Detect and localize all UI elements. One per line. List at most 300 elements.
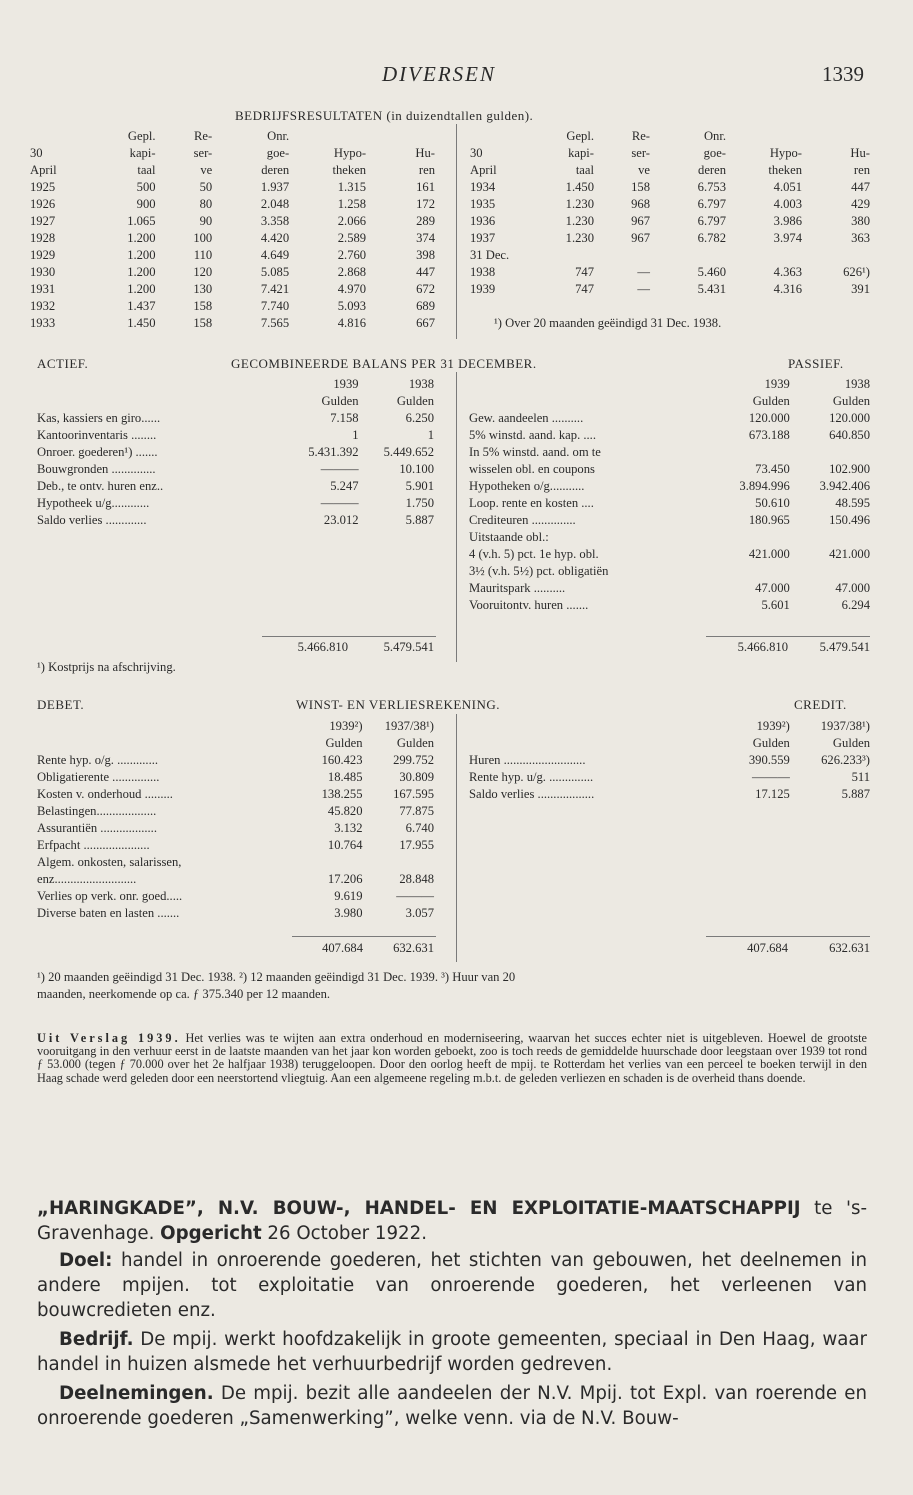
company-name: „HARINGKADE”, N.V. BOUW-, HANDEL- EN EXPLOITATIE-MAATSCHAPPIJ: [37, 1198, 801, 1219]
table-cell: 1.200: [127, 248, 156, 262]
doel-text: handel in onroerende goederen, het stichten van gebouwen, het deelnemen in andere mpijen. tot exploitatie van onroerende goederen, het verleenen van bouwcredieten enz.: [37, 1250, 867, 1322]
column-header: goe-: [266, 146, 290, 160]
table-row: [37, 752, 434, 769]
row-label: wisselen obl. en coupons: [469, 462, 595, 476]
table-cell: [650, 247, 726, 264]
spacer: [469, 735, 706, 752]
value-cell: 138.255: [321, 787, 363, 801]
table-row: [37, 871, 434, 888]
table-row: [37, 444, 434, 461]
header-row: [30, 128, 435, 145]
table-row: [37, 769, 434, 786]
value-cell: 5.887: [841, 787, 870, 801]
table-cell: 1926: [30, 197, 56, 211]
value-cell: 421.000: [829, 547, 870, 561]
total-1937-38: 632.631: [829, 941, 870, 955]
row-label: 5% winstd. aand. kap. ....: [469, 428, 596, 442]
value-cell: 6.250: [405, 411, 434, 425]
column-header: ser-: [631, 146, 650, 160]
table-cell: 391: [851, 282, 870, 296]
table-cell: 31 Dec.: [470, 248, 510, 262]
table-cell: 4.051: [773, 180, 802, 194]
table-row: [469, 529, 870, 546]
table-cell: 5.460: [697, 265, 726, 279]
table-cell: 4.970: [337, 282, 367, 296]
column-header: 1939²): [756, 719, 790, 733]
balans-total-right: [706, 639, 870, 656]
table-row: [37, 410, 434, 427]
value-cell: 17.206: [327, 872, 363, 886]
row-label: Kantoorinventaris ........: [37, 428, 157, 442]
value-cell: 5.449.652: [383, 445, 434, 459]
table-cell: 6.797: [697, 214, 726, 228]
column-header: April: [30, 163, 57, 177]
table-cell: 967: [631, 231, 650, 245]
value-cell: [706, 563, 790, 580]
table-cell: 110: [193, 248, 213, 262]
value-cell: 10.100: [399, 462, 434, 476]
table-cell: 7.565: [260, 316, 290, 330]
header-row: [469, 718, 870, 735]
spacer: [37, 393, 259, 410]
table-cell: 130: [193, 282, 213, 296]
table-cell: 289: [416, 214, 435, 228]
row-label: Assurantiën ..................: [37, 821, 157, 835]
bedrijfs-title: BEDRIJFSRESULTATEN (in duizendtallen gulden).: [235, 108, 534, 123]
table-cell: 158: [193, 299, 213, 313]
table-cell: 1934: [470, 180, 496, 194]
header-row: [37, 718, 434, 735]
table-row: [37, 478, 434, 495]
table-cell: 6.782: [697, 231, 726, 245]
winst-total-left: [292, 940, 434, 957]
row-label: Kosten v. onderhoud .........: [37, 787, 173, 801]
table-cell: 363: [851, 231, 870, 245]
value-cell: 167.595: [393, 787, 434, 801]
value-cell: 48.595: [835, 496, 870, 510]
column-header: kapi-: [129, 146, 156, 160]
table-cell: 100: [193, 231, 213, 245]
column-header: kapi-: [568, 146, 594, 160]
table-row: [30, 247, 435, 264]
spacer: [37, 718, 291, 735]
winst-debet-table: [37, 718, 434, 922]
table-cell: —: [637, 265, 650, 279]
total-1939: 407.684: [322, 941, 363, 955]
table-cell: 90: [199, 214, 213, 228]
table-cell: 2.760: [337, 248, 367, 262]
row-label: Erfpacht .....................: [37, 838, 150, 852]
value-cell: 5.431.392: [308, 445, 359, 459]
table-cell: 1.065: [127, 214, 156, 228]
value-cell: 150.496: [829, 513, 870, 527]
table-cell: 120: [193, 265, 213, 279]
table-row: [469, 546, 870, 563]
passief-label: PASSIEF.: [788, 356, 844, 371]
value-cell: 421.000: [748, 547, 790, 561]
balans-passief-table: [469, 376, 870, 614]
page-header: [0, 62, 913, 90]
table-row: [470, 179, 870, 196]
row-label: Vooruitontv. huren .......: [469, 598, 589, 612]
table-cell: 3.358: [260, 214, 290, 228]
table-cell: 1925: [30, 180, 56, 194]
spacer: [469, 393, 706, 410]
table-row: [469, 461, 870, 478]
table-row: [30, 281, 435, 298]
header-row: [470, 162, 870, 179]
column-header: Gulden: [396, 394, 434, 408]
total-1938: 5.479.541: [819, 640, 870, 654]
table-cell: 161: [416, 180, 435, 194]
table-cell: 1933: [30, 316, 56, 330]
table-cell: 158: [631, 180, 650, 194]
value-cell: 5.247: [330, 479, 359, 493]
value-cell: [291, 854, 362, 871]
table-row: [37, 461, 434, 478]
row-label: Algem. onkosten, salarissen,: [37, 855, 182, 869]
table-row: [470, 247, 870, 264]
table-cell: [802, 247, 870, 264]
total-1939: 407.684: [747, 941, 788, 955]
table-cell: 172: [416, 197, 435, 211]
page-number: 1339: [822, 62, 864, 86]
column-header: Hypo-: [769, 146, 802, 160]
table-cell: 900: [136, 197, 156, 211]
table-cell: 1932: [30, 299, 56, 313]
value-cell: 45.820: [327, 804, 363, 818]
spacer: [37, 376, 259, 393]
row-label: Hypotheken o/g...........: [469, 479, 585, 493]
column-header: [802, 128, 870, 145]
table-cell: [526, 247, 594, 264]
value-cell: 17.955: [399, 838, 434, 852]
table-cell: 1.230: [565, 197, 594, 211]
row-label: Belastingen...................: [37, 804, 157, 818]
table-cell: 1.200: [127, 265, 156, 279]
value-cell: 180.965: [748, 513, 790, 527]
row-label: Bouwgronden ..............: [37, 462, 156, 476]
value-cell: 9.619: [334, 889, 363, 903]
table-cell: 447: [851, 180, 870, 194]
table-cell: 6.753: [697, 180, 726, 194]
deelnemingen-text: De mpij. bezit alle aandeelen der N.V. Mpij. tot Expl. van roerende en onroerende goederen „Samenwerking”, welke venn. via de N.V. Bouw-: [37, 1383, 867, 1430]
balans-total-left: [262, 639, 434, 656]
spacer: [37, 735, 291, 752]
header-row: [30, 145, 435, 162]
table-cell: 1.230: [565, 214, 594, 228]
table-cell: 158: [193, 316, 213, 330]
value-cell: 102.900: [829, 462, 870, 476]
total-1937-38: 632.631: [393, 941, 434, 955]
winst-total-right: [706, 940, 870, 957]
row-label: 3½ (v.h. 5½) pct. obligatiën: [469, 564, 609, 578]
spacer: [469, 376, 706, 393]
value-cell: 5.887: [405, 513, 434, 527]
table-cell: 1.437: [127, 299, 156, 313]
table-row: [37, 786, 434, 803]
table-cell: 747: [575, 282, 594, 296]
row-label: Saldo verlies .............: [37, 513, 147, 527]
table-cell: 380: [851, 214, 870, 228]
column-header: Gulden: [396, 736, 434, 750]
column-header: ren: [418, 163, 435, 177]
column-header: [30, 128, 87, 145]
table-cell: 667: [416, 316, 435, 330]
column-header: Gepl.: [127, 129, 156, 143]
doel-paragraph: [37, 1248, 867, 1324]
column-header: theken: [332, 163, 367, 177]
table-cell: 6.797: [697, 197, 726, 211]
table-row: [30, 315, 435, 332]
row-label: enz..........................: [37, 872, 137, 886]
table-cell: 1929: [30, 248, 56, 262]
total-rule: [262, 636, 436, 637]
column-header: 1937/38¹): [384, 719, 434, 733]
bedrijfs-table-left: [30, 128, 435, 332]
winst-footnote-1: ¹) 20 maanden geëindigd 31 Dec. 1938. ²) 12 maanden geëindigd 31 Dec. 1939. ³) Huur van 20: [37, 970, 516, 984]
table-row: [469, 495, 870, 512]
table-cell: 1.258: [337, 197, 367, 211]
row-label: Rente hyp. u/g. ..............: [469, 770, 594, 784]
table-row: [469, 478, 870, 495]
column-header: 1939²): [329, 719, 363, 733]
running-title: DIVERSEN: [382, 62, 496, 86]
value-cell: ———: [396, 889, 434, 903]
table-row: [37, 905, 434, 922]
value-cell: 673.188: [748, 428, 790, 442]
value-cell: 47.000: [835, 581, 870, 595]
column-header: theken: [768, 163, 802, 177]
table-row: [469, 580, 870, 597]
table-row: [37, 888, 434, 905]
column-header: Gulden: [752, 394, 790, 408]
header-row: [470, 128, 870, 145]
table-cell: 4.649: [260, 248, 290, 262]
table-cell: 80: [199, 197, 213, 211]
bedrijfs-table-right: [470, 128, 870, 298]
value-cell: 120.000: [829, 411, 870, 425]
table-row: [469, 427, 870, 444]
value-cell: 6.740: [405, 821, 434, 835]
row-label: Saldo verlies ..................: [469, 787, 595, 801]
opgericht-date: 26 October 1922.: [261, 1223, 427, 1245]
value-cell: 50.610: [755, 496, 790, 510]
opgericht-label: Opgericht: [160, 1223, 262, 1245]
table-row: [30, 298, 435, 315]
value-cell: 30.809: [399, 770, 434, 784]
table-row: [37, 803, 434, 820]
table-cell: 4.816: [337, 316, 367, 330]
table-cell: 2.066: [337, 214, 367, 228]
row-label: Uitstaande obl.:: [469, 530, 549, 544]
bedrijf-text: De mpij. werkt hoofdzakelijk in groote gemeenten, speciaal in Den Haag, waar handel in huizen alsmede het verhuurbedrijf worden gedreven.: [37, 1329, 867, 1376]
table-cell: 967: [631, 214, 650, 228]
table-cell: 2.589: [337, 231, 367, 245]
column-header: Gepl.: [566, 129, 594, 143]
company-place: te 's-Gravenhage.: [37, 1198, 868, 1245]
table-cell: 1.450: [127, 316, 156, 330]
row-label: Diverse baten en lasten .......: [37, 906, 180, 920]
row-label: Onroer. goederen¹) .......: [37, 445, 158, 459]
table-cell: 7.740: [260, 299, 290, 313]
credit-label: CREDIT.: [794, 697, 847, 712]
column-header: Gulden: [752, 736, 790, 750]
column-header: 30: [470, 146, 483, 160]
value-cell: 120.000: [748, 411, 790, 425]
column-header: [289, 128, 366, 145]
divider: [456, 714, 457, 962]
table-row: [470, 196, 870, 213]
table-cell: [726, 247, 802, 264]
table-cell: [594, 247, 650, 264]
table-cell: 1.230: [565, 231, 594, 245]
value-cell: [706, 529, 790, 546]
value-cell: 6.294: [841, 598, 870, 612]
table-cell: 672: [416, 282, 435, 296]
table-row: [470, 213, 870, 230]
table-cell: 1.200: [127, 282, 156, 296]
divider: [456, 372, 457, 662]
header-row: [37, 376, 434, 393]
column-header: April: [470, 163, 497, 177]
value-cell: 3.057: [405, 906, 434, 920]
table-cell: 4.003: [773, 197, 802, 211]
column-header: ve: [638, 163, 650, 177]
column-header: goe-: [703, 146, 726, 160]
table-cell: 968: [631, 197, 650, 211]
column-header: [726, 128, 802, 145]
value-cell: [790, 563, 870, 580]
column-header: Re-: [631, 129, 650, 143]
table-cell: 1938: [470, 265, 496, 279]
table-row: [469, 563, 870, 580]
actief-label: ACTIEF.: [37, 356, 89, 371]
table-row: [469, 786, 870, 803]
divider: [456, 124, 457, 339]
winst-footnote-2: maanden, neerkomende op ca. ƒ 375.340 per 12 maanden.: [37, 987, 331, 1001]
value-cell: 23.012: [323, 513, 359, 527]
column-header: deren: [698, 163, 726, 177]
column-header: [366, 128, 435, 145]
column-header: Gulden: [325, 736, 363, 750]
column-header: Onr.: [267, 129, 290, 143]
table-cell: 1937: [470, 231, 496, 245]
column-header: Gulden: [321, 394, 359, 408]
table-cell: 447: [416, 265, 435, 279]
header-row: [469, 735, 870, 752]
total-1938: 5.479.541: [383, 640, 434, 654]
header-row: [469, 393, 870, 410]
balans-note: ¹) Kostprijs na afschrijving.: [37, 660, 176, 674]
spacer: [469, 718, 706, 735]
row-label: Mauritspark ..........: [469, 581, 566, 595]
table-row: [470, 264, 870, 281]
column-header: Re-: [194, 129, 213, 143]
column-header: Gulden: [832, 736, 870, 750]
table-cell: 1.450: [565, 180, 594, 194]
table-cell: 398: [416, 248, 435, 262]
table-row: [30, 196, 435, 213]
table-cell: 1935: [470, 197, 496, 211]
balans-actief-table: [37, 376, 434, 529]
row-label: Loop. rente en kosten ....: [469, 496, 594, 510]
row-label: Gew. aandeelen ..........: [469, 411, 584, 425]
table-row: [469, 769, 870, 786]
value-cell: 511: [851, 770, 870, 784]
column-header: 1939: [333, 377, 359, 391]
value-cell: 10.764: [327, 838, 363, 852]
table-row: [469, 410, 870, 427]
table-row: [469, 444, 870, 461]
value-cell: ———: [752, 770, 790, 784]
bedrijfs-note: ¹) Over 20 maanden geëindigd 31 Dec. 1938.: [494, 316, 722, 330]
winst-title: WINST- EN VERLIESREKENING.: [296, 697, 501, 712]
table-row: [30, 264, 435, 281]
verslag-label: Uit Verslag 1939.: [37, 1031, 181, 1045]
table-cell: 50: [199, 180, 213, 194]
value-cell: 1.750: [405, 496, 434, 510]
table-row: [470, 230, 870, 247]
column-header: Hu-: [415, 146, 435, 160]
table-cell: 2.868: [337, 265, 367, 279]
column-header: 1938: [408, 377, 434, 391]
column-header: 30: [30, 146, 43, 160]
total-rule: [292, 936, 436, 937]
value-cell: 1: [427, 428, 434, 442]
column-header: ve: [200, 163, 213, 177]
table-row: [37, 495, 434, 512]
value-cell: 73.450: [755, 462, 790, 476]
bedrijf-label: Bedrijf.: [59, 1329, 134, 1350]
doel-label: Doel:: [59, 1250, 113, 1271]
value-cell: [790, 529, 870, 546]
table-row: [37, 837, 434, 854]
value-cell: 7.158: [330, 411, 359, 425]
column-header: ren: [853, 163, 870, 177]
total-1939: 5.466.810: [297, 640, 348, 654]
column-header: taal: [575, 163, 594, 177]
table-cell: 1928: [30, 231, 56, 245]
debet-label: DEBET.: [37, 697, 85, 712]
column-header: [470, 128, 526, 145]
table-cell: 3.986: [773, 214, 802, 228]
table-row: [37, 854, 434, 871]
value-cell: 299.752: [393, 753, 434, 767]
row-label: Huren ..........................: [469, 753, 586, 767]
value-cell: 1: [352, 428, 359, 442]
winst-credit-table: [469, 718, 870, 803]
table-cell: 1936: [470, 214, 496, 228]
row-label: Rente hyp. o/g. .............: [37, 753, 159, 767]
value-cell: 3.894.996: [739, 479, 790, 493]
value-cell: 47.000: [755, 581, 790, 595]
row-label: Deb., te ontv. huren enz..: [37, 479, 164, 493]
column-header: 1938: [844, 377, 870, 391]
balans-title: GECOMBINEERDE BALANS PER 31 DECEMBER.: [231, 356, 537, 371]
value-cell: [706, 444, 790, 461]
value-cell: 626.233³): [821, 753, 870, 767]
value-cell: [363, 854, 434, 871]
row-label: Kas, kassiers en giro......: [37, 411, 161, 425]
column-header: deren: [261, 163, 290, 177]
table-cell: 626¹): [843, 265, 870, 279]
table-cell: 429: [851, 197, 870, 211]
table-cell: 4.363: [773, 265, 802, 279]
table-cell: 1.937: [260, 180, 290, 194]
table-row: [470, 281, 870, 298]
table-row: [30, 230, 435, 247]
